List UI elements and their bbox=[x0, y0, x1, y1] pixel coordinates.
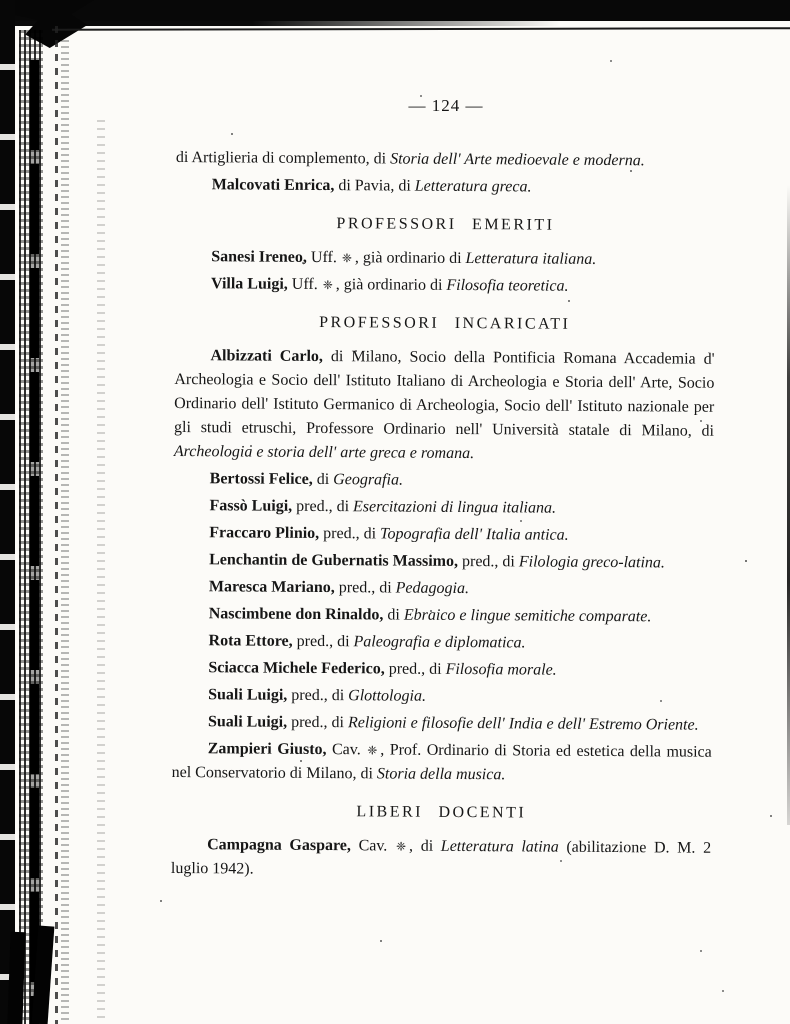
text-segment-bold: Sciacca Michele Federico, bbox=[208, 659, 385, 678]
text-segment-italic: Storia della musica. bbox=[376, 765, 506, 784]
entry-suali-2 bbox=[172, 710, 712, 738]
text-segment-italic: Letteratura greca. bbox=[414, 177, 532, 196]
scan-gutter-artifact bbox=[97, 120, 105, 1024]
section-liberi-docenti: LIBERI DOCENTI bbox=[356, 803, 527, 822]
entry-suali-1 bbox=[172, 683, 712, 711]
entry-maresca bbox=[173, 575, 713, 603]
text-segment-regular: pred., di bbox=[292, 497, 354, 516]
entry-zampieri bbox=[172, 737, 712, 789]
text-segment-regular: , già ordinario di bbox=[354, 249, 466, 268]
section-professori-emeriti: PROFESSORI EMERITI bbox=[336, 215, 555, 234]
text-segment-bold: Fraccaro Plinio, bbox=[209, 524, 320, 543]
text-segment-italic: Topografia dell' Italia antica. bbox=[380, 525, 569, 544]
text-segment-italic: Archeologia e storia dell' arte greca e romana. bbox=[173, 442, 475, 463]
text-segment-regular: , Prof. Ordinario di Storia ed estetica della musica nel Conservatorio di Milano, di bbox=[171, 741, 712, 783]
medal-icon: ❈ bbox=[367, 743, 378, 758]
text-segment-bold: Nascimbene don Rinaldo, bbox=[208, 605, 384, 624]
scan-gutter-artifact bbox=[30, 60, 39, 1024]
text-segment-regular: Uff. bbox=[306, 248, 341, 267]
entry-villa bbox=[175, 272, 715, 300]
medal-icon: ❈ bbox=[322, 278, 333, 293]
text-segment-italic: Filologia greco-latina. bbox=[518, 553, 666, 572]
text-segment-italic: Esercitazioni di lingua italiana. bbox=[352, 498, 557, 517]
medal-icon: ❈ bbox=[395, 839, 407, 854]
text-segment-regular: di bbox=[312, 470, 334, 489]
scan-gutter-artifact bbox=[55, 26, 58, 1024]
section-professori-incaricati: PROFESSORI INCARICATI bbox=[319, 314, 571, 333]
text-segment-regular: di Milano, Socio della Pontificia Romana Accademia d' Archeologia e Socio dell' Istituto Italiano di Archeologia e Storia dell' Arte, Socio Ordinario dell' Istituto Germanico di Archeologia, Socio dell' Istituto nazionale per gli studi etruschi, Professore Ordinario nell' Università statale di Milano, di bbox=[173, 348, 715, 440]
text-segment-regular: di Artiglieria di complemento, di bbox=[175, 148, 391, 168]
text-segment-italic: Pedagogia. bbox=[395, 579, 470, 598]
text-segment-bold: Maresca Mariano, bbox=[208, 578, 335, 597]
text-segment-regular: , di bbox=[409, 837, 441, 855]
scan-gutter-artifact bbox=[7, 932, 25, 1024]
text-column bbox=[171, 146, 716, 888]
entry-fraccaro bbox=[173, 521, 713, 549]
entry-malcovati bbox=[176, 173, 716, 201]
continuation-paragraph bbox=[176, 146, 716, 174]
entry-nascimbene bbox=[173, 602, 713, 630]
scan-gutter-artifact bbox=[61, 40, 69, 1024]
entry-sciacca bbox=[172, 656, 712, 684]
scan-gutter-artifact bbox=[0, 0, 15, 1024]
text-segment-italic: Religioni e filosofie dell' India e dell' Estremo Oriente. bbox=[347, 714, 699, 734]
text-segment-regular: pred., di bbox=[384, 660, 446, 678]
text-segment-regular: di bbox=[383, 606, 404, 624]
scan-top-rule-artifact bbox=[52, 27, 790, 31]
text-segment-regular: Uff. bbox=[287, 275, 322, 294]
text-segment-bold: Zampieri Giusto, bbox=[207, 740, 327, 759]
text-segment-bold: Malcovati Enrica, bbox=[211, 176, 335, 195]
text-segment-italic: Letteratura italiana. bbox=[465, 250, 597, 268]
entry-lenchantin bbox=[173, 548, 713, 576]
medal-icon: ❈ bbox=[341, 251, 352, 266]
text-segment-regular: di Pavia, di bbox=[334, 177, 415, 195]
text-segment-italic: Letteratura latina bbox=[440, 837, 559, 856]
entry-fasso bbox=[173, 494, 713, 522]
text-segment-regular: Cav. bbox=[326, 741, 367, 759]
text-segment-regular: , già ordinario di bbox=[335, 276, 447, 294]
text-segment-regular: (abilitazione D. M. 2 luglio 1942). bbox=[170, 838, 712, 878]
text-segment-italic: Paleografia e diplomatica. bbox=[353, 633, 526, 652]
entry-sanesi bbox=[175, 245, 715, 273]
text-segment-italic: Filosofia teoretica. bbox=[446, 276, 569, 295]
text-segment-regular: pred., di bbox=[319, 525, 381, 543]
text-segment-italic: Ebraico e lingue semitiche comparate. bbox=[403, 606, 652, 626]
page-number: — 124 — bbox=[408, 96, 484, 115]
text-segment-bold: Sanesi Ireneo, bbox=[211, 248, 308, 266]
text-segment-bold: Albizzati Carlo, bbox=[210, 347, 324, 366]
text-segment-italic: Storia dell' Arte medioevale e moderna. bbox=[390, 150, 645, 170]
text-segment-italic: Glottologia. bbox=[348, 687, 427, 705]
text-segment-bold: Rota Ettore, bbox=[208, 632, 293, 650]
text-segment-bold: Suali Luigi, bbox=[207, 713, 288, 731]
text-segment-italic: Geografia. bbox=[333, 471, 404, 489]
text-segment-bold: Lenchantin de Gubernatis Massimo, bbox=[209, 551, 459, 570]
scan-top-band-artifact bbox=[0, 0, 790, 21]
text-segment-bold: Villa Luigi, bbox=[210, 275, 288, 293]
text-segment-bold: Suali Luigi, bbox=[208, 686, 288, 704]
entry-campagna bbox=[171, 833, 711, 885]
entry-albizzati bbox=[174, 344, 715, 468]
text-segment-regular: pred., di bbox=[334, 579, 396, 597]
text-segment-regular: Cav. bbox=[350, 837, 396, 855]
text-segment-regular: pred., di bbox=[457, 552, 519, 571]
text-segment-bold: Bertossi Felice, bbox=[209, 470, 313, 488]
entry-rota bbox=[172, 629, 712, 657]
text-segment-bold: Fassò Luigi, bbox=[209, 497, 293, 515]
text-segment-bold: Campagna Gaspare, bbox=[207, 836, 352, 855]
text-segment-regular: pred., di bbox=[292, 632, 354, 651]
text-segment-italic: Filosofia morale. bbox=[445, 660, 557, 679]
text-segment-regular: pred., di bbox=[287, 713, 349, 732]
scan-noise-speckles bbox=[0, 0, 2, 2]
entry-bertossi bbox=[174, 467, 714, 495]
text-segment-regular: pred., di bbox=[287, 686, 349, 705]
